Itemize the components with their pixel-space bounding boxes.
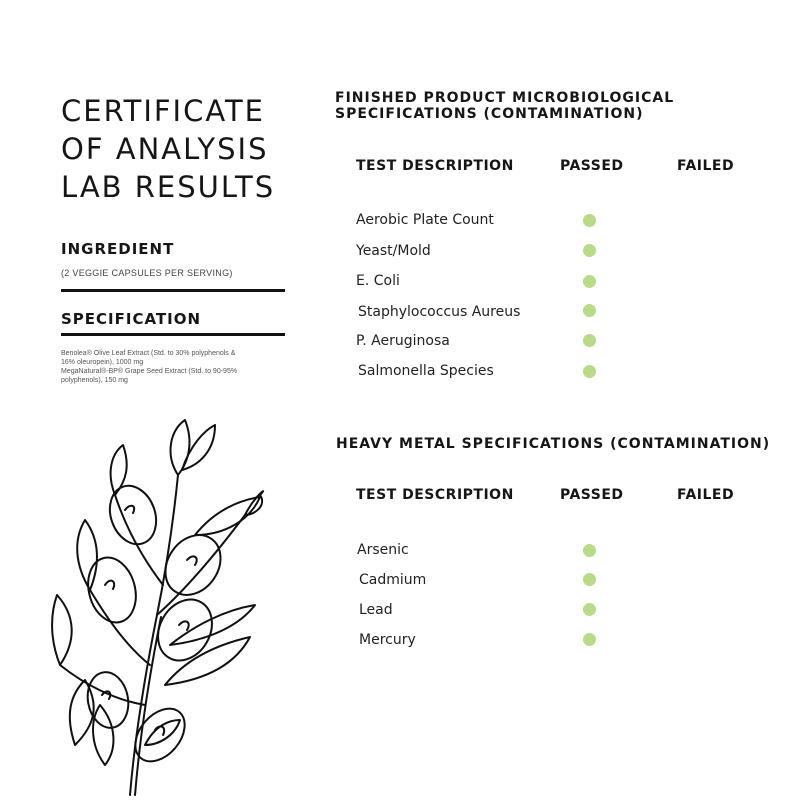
spec-line: Benolea® Olive Leaf Extract (Std. to 30% polyphenols & <box>61 350 236 357</box>
title-line: LAB RESULTS <box>61 170 276 204</box>
test-label: Yeast/Mold <box>356 243 431 259</box>
spec-line: 16% oleuropein), 1000 mg <box>61 359 144 366</box>
test-label: Aerobic Plate Count <box>356 212 494 228</box>
olive-branch-illustration <box>45 415 275 800</box>
col-test-description: TEST DESCRIPTION <box>356 487 514 503</box>
pass-indicator <box>583 304 596 317</box>
pass-indicator <box>583 334 596 347</box>
test-label: Salmonella Species <box>358 363 494 379</box>
pass-indicator <box>583 544 596 557</box>
page-title <box>61 92 275 206</box>
test-label: Cadmium <box>359 572 427 588</box>
divider <box>61 289 285 292</box>
specification-heading: SPECIFICATION <box>61 310 202 328</box>
test-label: Staphylococcus Aureus <box>358 304 521 320</box>
col-failed: FAILED <box>677 158 735 174</box>
micro-heading-line: SPECIFICATIONS (CONTAMINATION) <box>335 106 644 122</box>
metals-section-heading: HEAVY METAL SPECIFICATIONS (CONTAMINATION) <box>336 436 771 452</box>
divider <box>61 333 285 336</box>
micro-section-heading <box>335 90 674 122</box>
test-label: P. Aeruginosa <box>356 333 450 349</box>
test-label: E. Coli <box>356 273 400 289</box>
test-label: Mercury <box>359 632 416 648</box>
title-line: CERTIFICATE <box>61 94 265 128</box>
pass-indicator <box>583 275 596 288</box>
test-label: Arsenic <box>357 542 409 558</box>
ingredient-heading: INGREDIENT <box>61 240 175 258</box>
pass-indicator <box>583 244 596 257</box>
col-passed: PASSED <box>560 158 624 174</box>
col-passed: PASSED <box>560 487 624 503</box>
spec-line: MegaNatural®-BP® Grape Seed Extract (Std. to 90-95% <box>61 368 238 375</box>
spec-line: polyphenols), 150 mg <box>61 377 128 384</box>
title-line: OF ANALYSIS <box>61 132 269 166</box>
pass-indicator <box>583 573 596 586</box>
col-test-description: TEST DESCRIPTION <box>356 158 514 174</box>
pass-indicator <box>583 633 596 646</box>
test-label: Lead <box>359 602 393 618</box>
pass-indicator <box>583 365 596 378</box>
col-failed: FAILED <box>677 487 735 503</box>
pass-indicator <box>583 214 596 227</box>
serving-note: (2 VEGGIE CAPSULES PER SERVING) <box>61 268 233 278</box>
pass-indicator <box>583 603 596 616</box>
micro-heading-line: FINISHED PRODUCT MICROBIOLOGICAL <box>335 90 675 106</box>
